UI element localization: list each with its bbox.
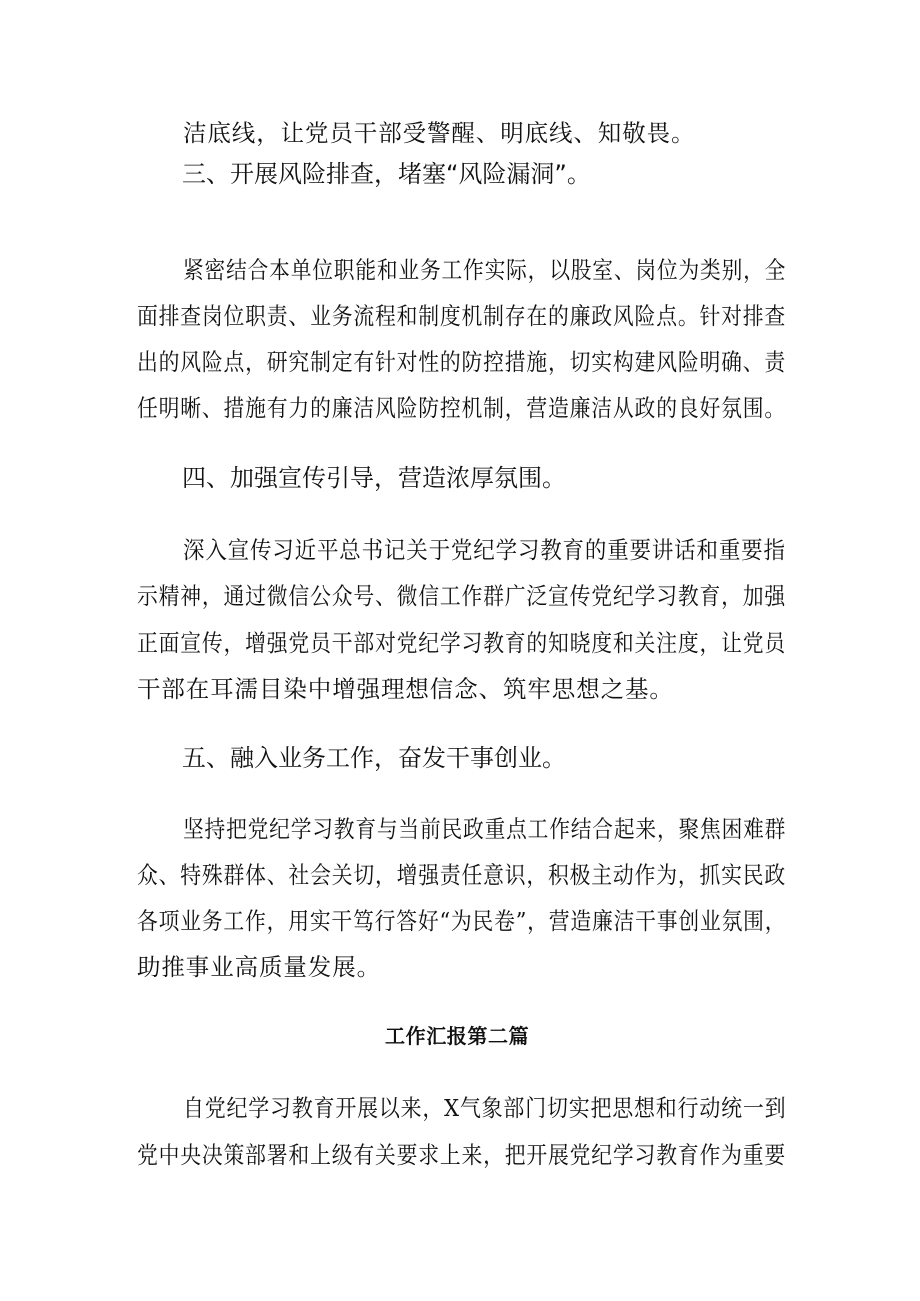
document-section-title: 工作汇报第二篇 — [385, 1024, 530, 1048]
paragraph-line: 党中央决策部署和上级有关要求上来，把开展党纪学习教育作为重要 — [137, 1141, 786, 1169]
paragraph-line: 正面宣传，增强党员干部对党纪学习教育的知晓度和关注度，让党员 — [137, 629, 786, 657]
paragraph-line: 坚持把党纪学习教育与当前民政重点工作结合起来，聚焦困难群 — [183, 815, 787, 843]
paragraph-line: 深入宣传习近平总书记关于党纪学习教育的重要讲话和重要指 — [183, 536, 786, 564]
paragraph-line: 任明晰、措施有力的廉洁风险防控机制，营造廉洁从政的良好氛围。 — [137, 394, 786, 422]
paragraph-line: 出的风险点，研究制定有针对性的防控措施，切实构建风险明确、责 — [137, 348, 786, 376]
paragraph-line: 洁底线，让党员干部受警醒、明底线、知敬畏。 — [183, 119, 696, 147]
paragraph-line: 助推事业高质量发展。 — [137, 953, 381, 981]
paragraph-line: 各项业务工作，用实干笃行答好“为民卷”，营造廉洁干事创业氛围， — [137, 907, 787, 935]
section-heading-4: 四、加强宣传引导，营造浓厚氛围。 — [182, 464, 566, 492]
paragraph-line: 自党纪学习教育开展以来，X气象部门切实把思想和行动统一到 — [183, 1094, 787, 1122]
section-heading-5: 五、融入业务工作，奋发干事创业。 — [182, 744, 566, 772]
paragraph-line: 面排查岗位职责、业务流程和制度机制存在的廉政风险点。针对排查 — [137, 302, 786, 330]
paragraph-line: 示精神，通过微信公众号、微信工作群广泛宣传党纪学习教育，加强 — [137, 582, 786, 610]
section-heading-3: 三、开展风险排查，堵塞“风险漏洞”。 — [182, 160, 591, 188]
paragraph-line: 众、特殊群体、社会关切，增强责任意识，积极主动作为，抓实民政 — [137, 861, 786, 889]
paragraph-line: 干部在耳濡目染中增强理想信念、筑牢思想之基。 — [137, 675, 674, 703]
paragraph-line: 紧密结合本单位职能和业务工作实际，以股室、岗位为类别，全 — [183, 256, 787, 284]
